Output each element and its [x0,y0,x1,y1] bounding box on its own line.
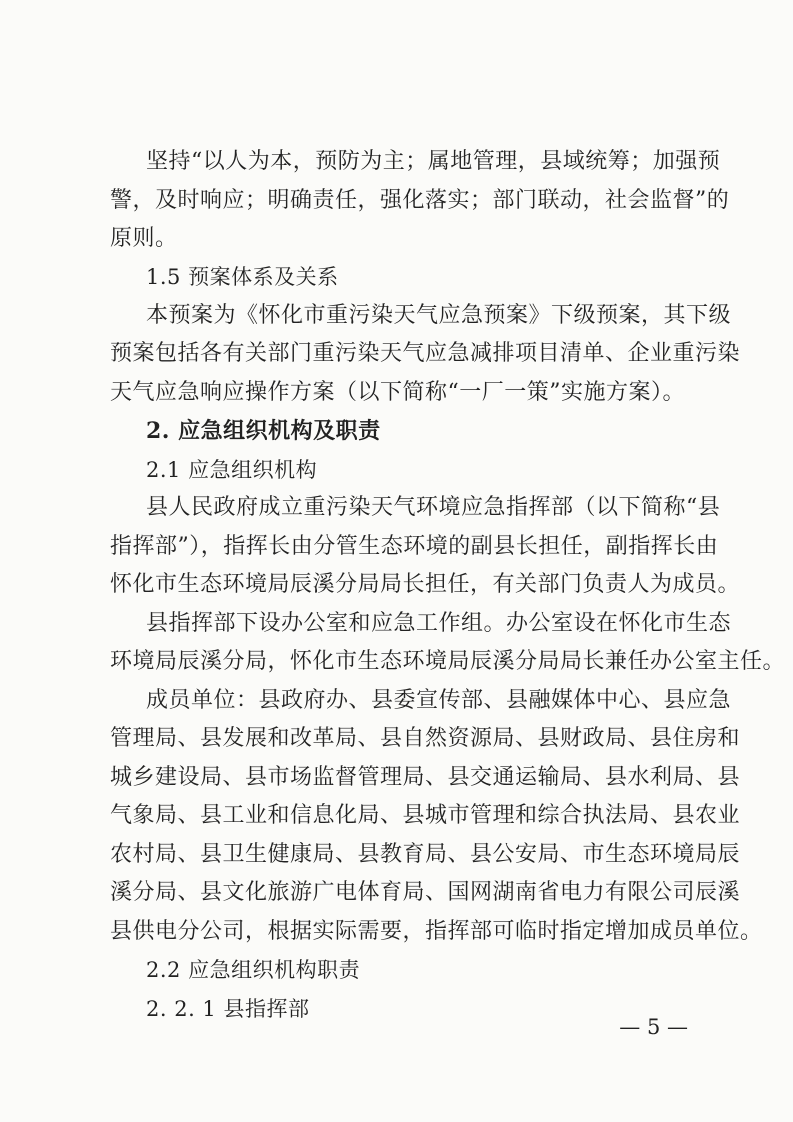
members-line-7: 县供电分公司，根据实际需要，指挥部可临时指定增加成员单位。 [110,919,763,944]
section-2-1-heading: 2.1 应急组织机构 [146,458,318,482]
office-line-1: 县指挥部下设办公室和应急工作组。办公室设在怀化市生态 [146,611,732,636]
section-2-1-line-3: 怀化市生态环境局辰溪分局局长担任，有关部门负责人为成员。 [110,572,741,597]
principle-line-1: 坚持“以人为本，预防为主；属地管理，县域统筹；加强预 [146,149,721,174]
section-1-5-line-2: 预案包括各有关部门重污染天气应急减排项目清单、企业重污染 [110,341,741,366]
section-2-2-1-heading: 2. 2. 1 县指挥部 [146,997,310,1021]
section-2-heading: 2. 应急组织机构及职责 [146,418,381,444]
office-line-2: 环境局辰溪分局，怀化市生态环境局辰溪分局局长兼任办公室主任。 [110,649,786,674]
members-line-1: 成员单位：县政府办、县委宣传部、县融媒体中心、县应急 [146,688,732,713]
principle-line-2: 警，及时响应；明确责任，强化落实；部门联动，社会监督”的 [110,188,730,213]
section-2-2-heading: 2.2 应急组织机构职责 [146,958,361,982]
section-1-5-heading: 1.5 预案体系及关系 [146,265,339,289]
section-1-5-line-3: 天气应急响应操作方案（以下简称“一厂一策”实施方案）。 [110,380,685,405]
principle-line-3: 原则。 [110,226,178,251]
members-line-6: 溪分局、县文化旅游广电体育局、国网湖南省电力有限公司辰溪 [110,880,741,905]
members-line-4: 气象局、县工业和信息化局、县城市管理和综合执法局、县农业 [110,803,741,828]
members-line-3: 城乡建设局、县市场监督管理局、县交通运输局、县水利局、县 [110,765,741,790]
section-1-5-line-1: 本预案为《怀化市重污染天气应急预案》下级预案，其下级 [146,303,732,328]
members-line-2: 管理局、县发展和改革局、县自然资源局、县财政局、县住房和 [110,726,741,751]
page-number: — 5 — [619,1015,688,1039]
section-2-1-line-2: 指挥部”），指挥长由分管生态环境的副县长担任，副指挥长由 [110,534,719,559]
members-line-5: 农村局、县卫生健康局、县教育局、县公安局、市生态环境局辰 [110,842,741,867]
section-2-1-line-1: 县人民政府成立重污染天气环境应急指挥部（以下简称“县 [146,495,721,520]
